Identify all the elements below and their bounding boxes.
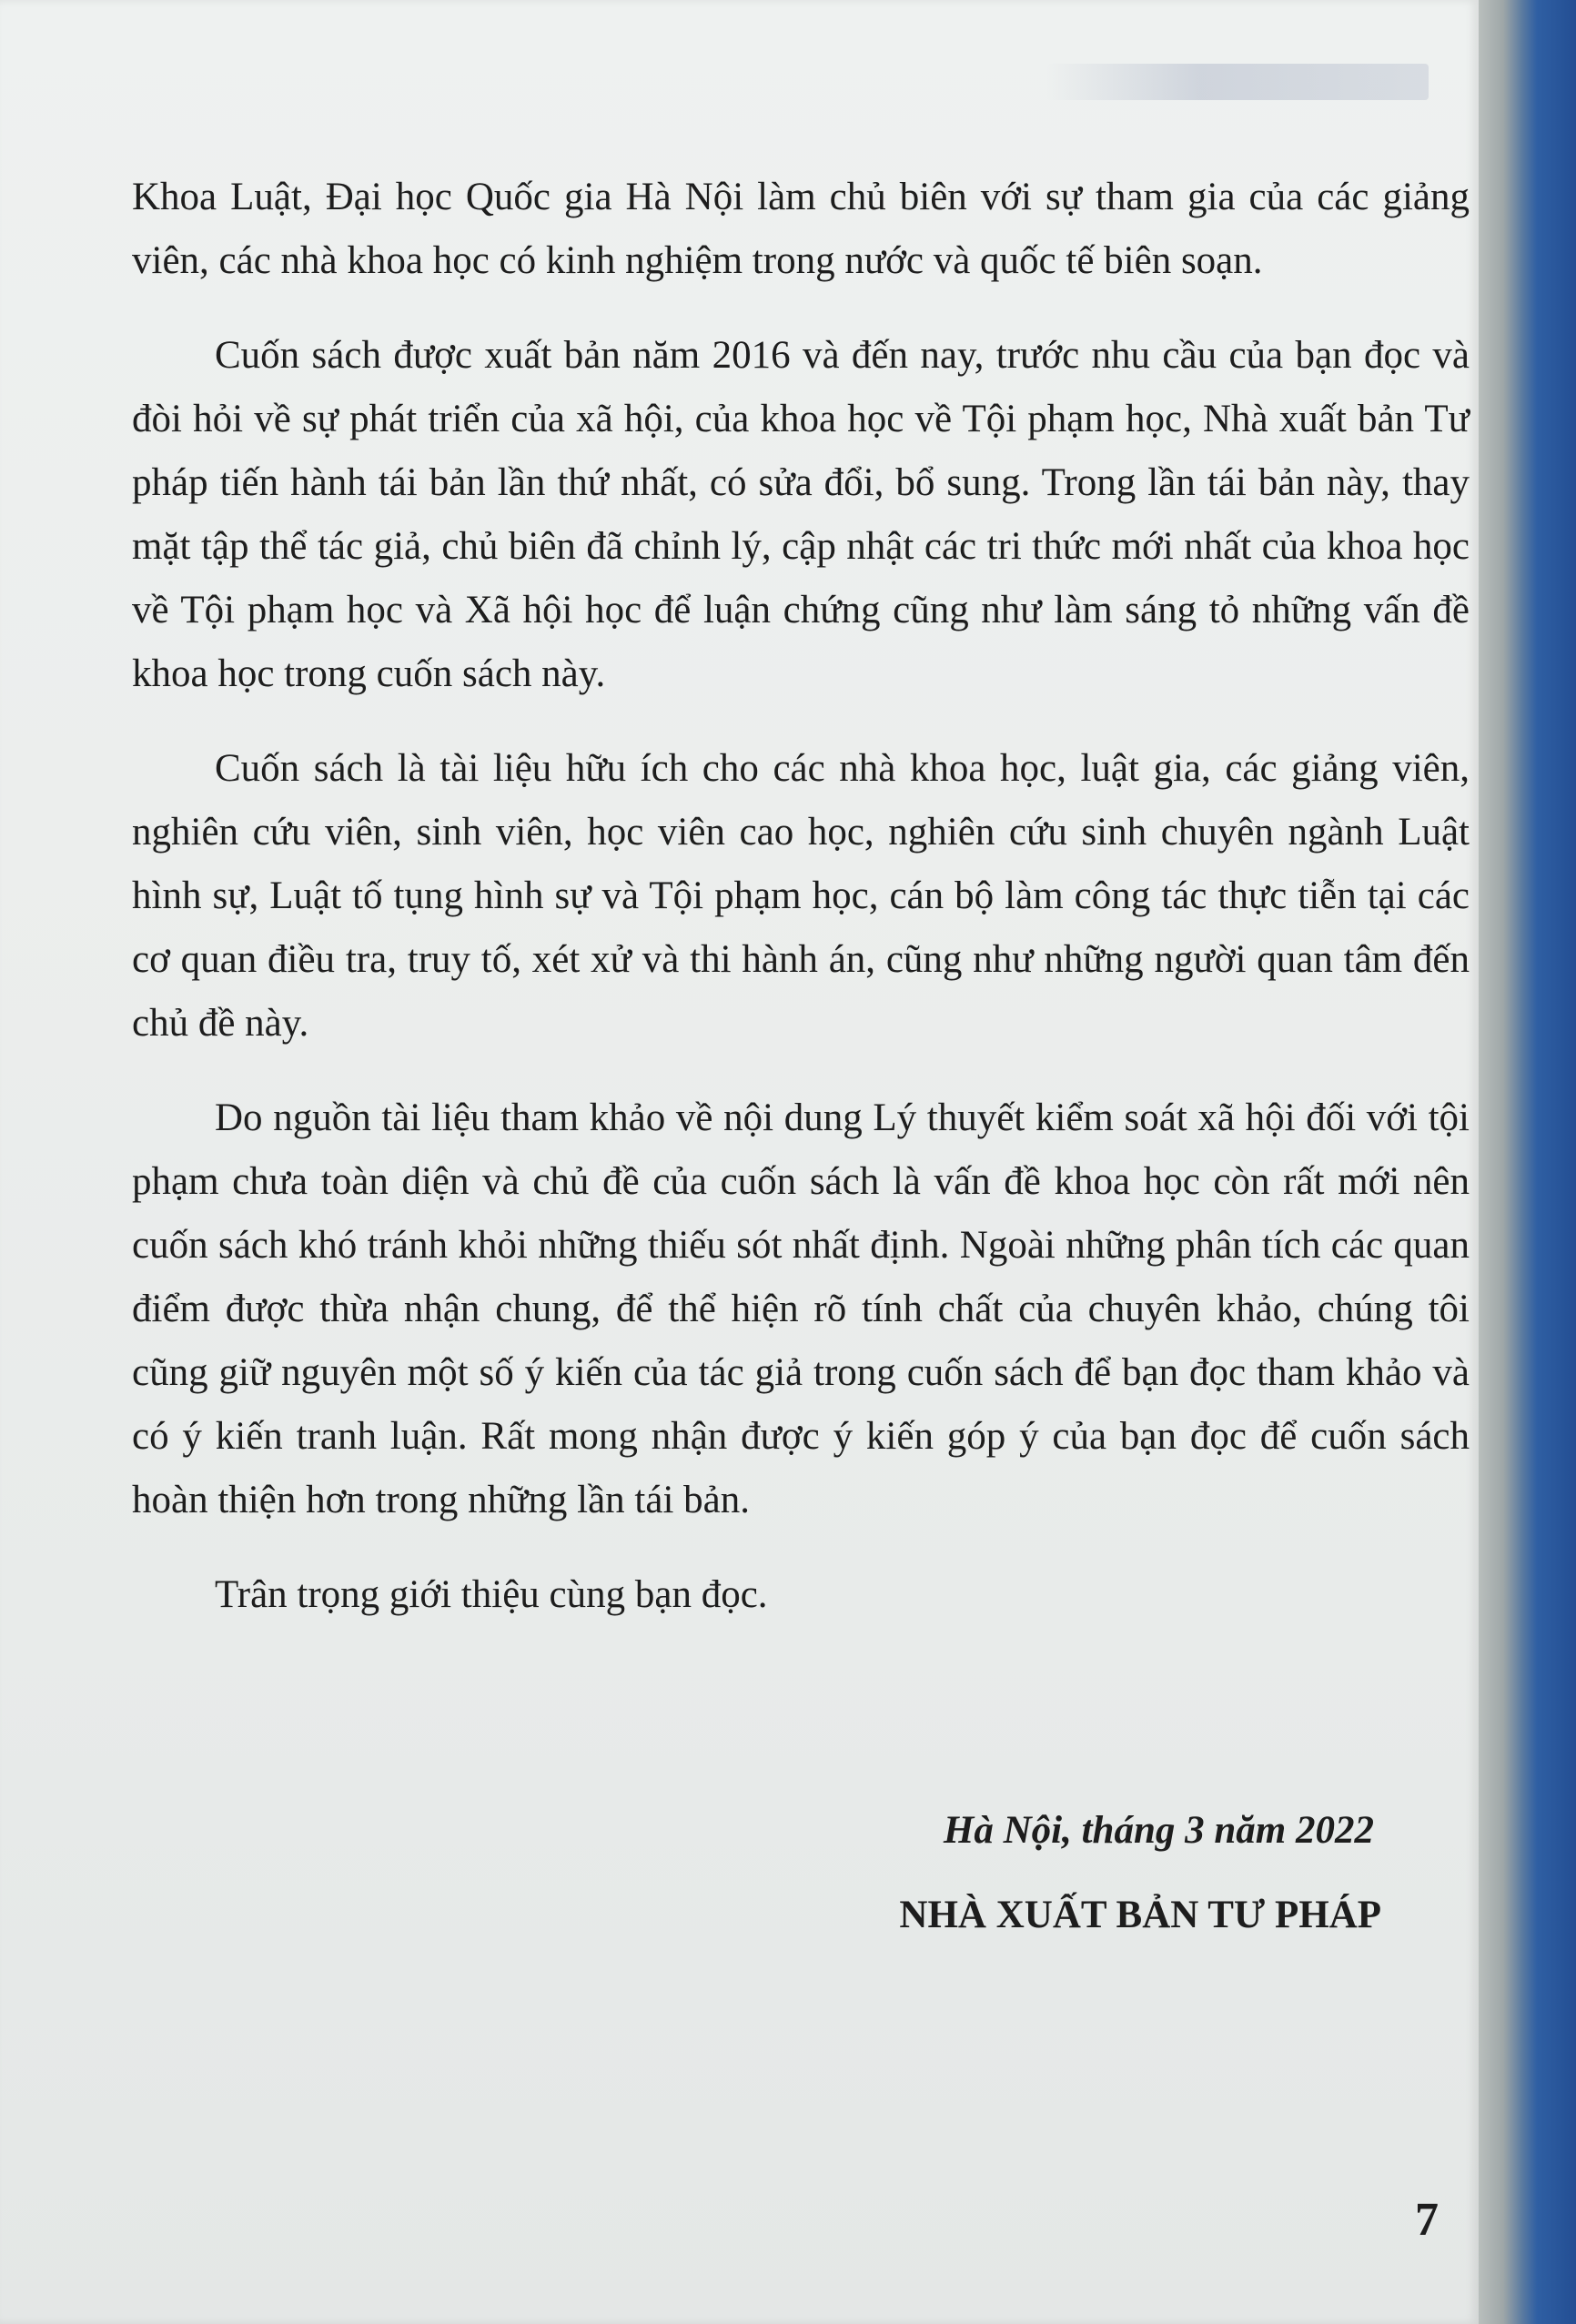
paragraph-3: Cuốn sách là tài liệu hữu ích cho các nhà khoa học, luật gia, các giảng viên, nghiên cứu viên, sinh viên, học viên cao học, nghiên cứu sinh chuyên ngành Luật hình sự, Luật tố tụng hình sự và Tội phạm học, cán bộ làm công tác thực tiễn tại các cơ quan điều tra, truy tố, xét xử và thi hành án, cũng như những người quan tâm đến chủ đề này. <box>132 747 1470 1045</box>
book-cover-edge <box>1479 0 1576 2324</box>
paragraph-4: Do nguồn tài liệu tham khảo về nội dung Lý thuyết kiểm soát xã hội đối với tội phạm chưa toàn diện và chủ đề của cuốn sách là vấn đề khoa học còn rất mới nên cuốn sách khó tránh khỏi những thiếu sót nhất định. Ngoài những phân tích các quan điểm được thừa nhận chung, để thể hiện rõ tính chất của chuyên khảo, chúng tôi cũng giữ nguyên một số ý kiến của tác giả trong cuốn sách để bạn đọc tham khảo và có ý kiến tranh luận. Rất mong nhận được ý kiến góp ý của bạn đọc để cuốn sách hoàn thiện hơn trong những lần tái bản. <box>132 1096 1470 1521</box>
paragraph-1: Khoa Luật, Đại học Quốc gia Hà Nội làm chủ biên với sự tham gia của các giảng viên, các nhà khoa học có kinh nghiệm trong nước và quốc tế biên soạn. <box>132 176 1470 282</box>
signature-organization: NHÀ XUẤT BẢN TƯ PHÁP <box>899 1894 1381 1936</box>
closing-line: Trân trọng giới thiệu cùng bạn đọc. <box>215 1573 768 1616</box>
body-text <box>132 166 1470 1627</box>
page-number: 7 <box>1415 2194 1439 2246</box>
bleed-through-text <box>1046 64 1429 100</box>
signature-place-date: Hà Nội, tháng 3 năm 2022 <box>943 1809 1374 1852</box>
paragraph-2: Cuốn sách được xuất bản năm 2016 và đến nay, trước nhu cầu của bạn đọc và đòi hỏi về sự phát triển của xã hội, của khoa học về Tội phạm học, Nhà xuất bản Tư pháp tiến hành tái bản lần thứ nhất, có sửa đổi, bổ sung. Trong lần tái bản này, thay mặt tập thể tác giả, chủ biên đã chỉnh lý, cập nhật các tri thức mới nhất của khoa học về Tội phạm học và Xã hội học để luận chứng cũng như làm sáng tỏ những vấn đề khoa học trong cuốn sách này. <box>132 334 1470 695</box>
